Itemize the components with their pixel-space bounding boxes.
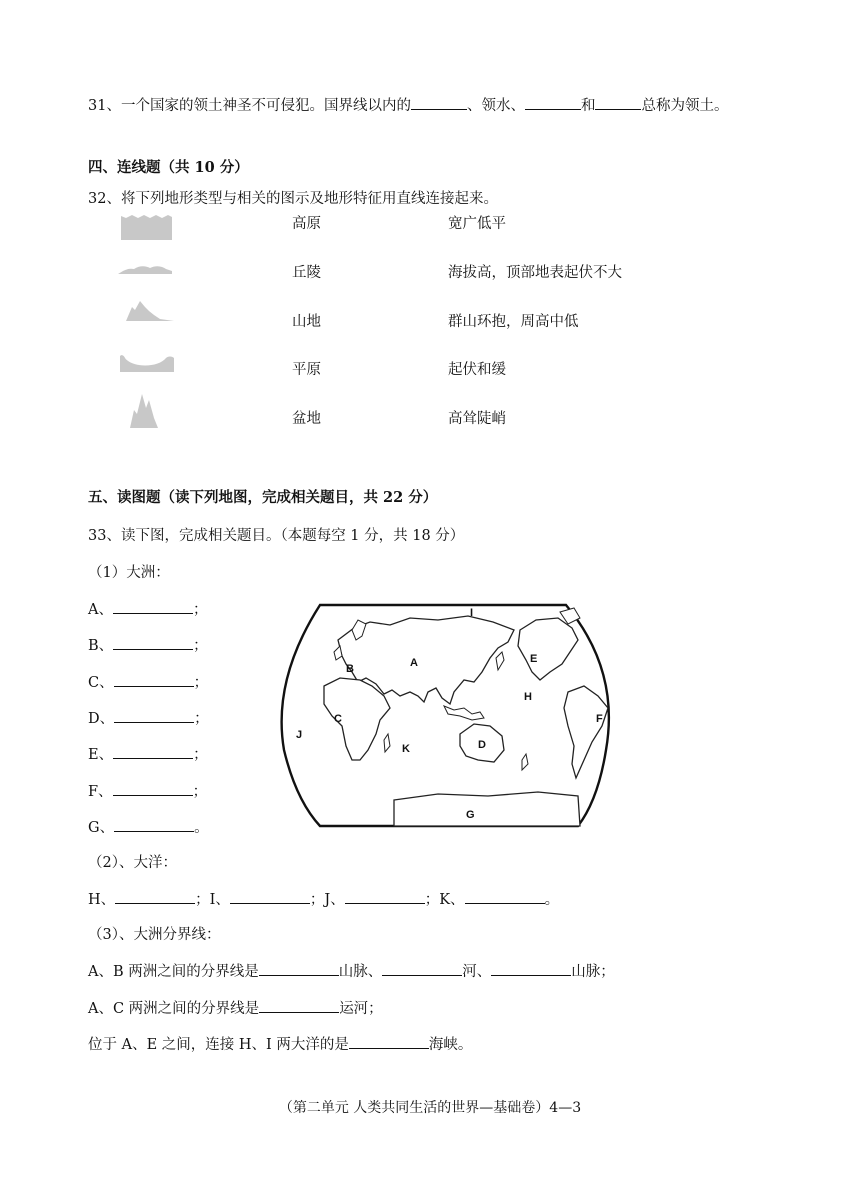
boundary-text: 海峡。 [428, 1037, 473, 1053]
map-label-b: B [346, 663, 354, 675]
answer-end: 。 [194, 820, 209, 836]
answer-blank[interactable] [345, 889, 425, 904]
q33-part1-title: （1）大洲： [88, 565, 170, 581]
terrain-type-basin: 盆地 [292, 411, 321, 427]
answer-blank[interactable] [114, 817, 194, 832]
q31-text-2: 、领水、 [466, 98, 525, 114]
ocean-label-j: ；J、 [309, 892, 345, 908]
boundary-text: 山脉； [571, 964, 615, 980]
answer-blank[interactable] [259, 998, 339, 1013]
answer-blank[interactable] [115, 889, 195, 904]
answer-label: B、 [88, 638, 114, 654]
continent-answer-d [88, 708, 209, 729]
answer-blank[interactable] [349, 1034, 429, 1049]
boundary-text: A、B 两洲之间的分界线是 [88, 964, 259, 980]
terrain-type-mountain: 山地 [292, 314, 321, 330]
answer-label: G、 [88, 820, 115, 836]
terrain-feature-1: 宽广低平 [448, 216, 506, 232]
continent-answer-a [88, 599, 207, 620]
boundary-text: 河、 [462, 964, 492, 980]
continent-answer-e [88, 744, 208, 765]
ocean-label-i: ；I、 [195, 892, 230, 908]
answer-label: F、 [88, 784, 113, 800]
map-label-h: H [524, 691, 532, 703]
map-label-c: C [334, 713, 342, 725]
answer-blank[interactable] [382, 961, 462, 976]
terrain-feature-2: 海拔高，顶部地表起伏不大 [448, 265, 622, 281]
steep-mountain-icon [118, 392, 178, 428]
answer-label: C、 [88, 675, 114, 691]
page-footer: （第二单元 人类共同生活的世界—基础卷）4—3 [278, 1100, 582, 1116]
answer-blank[interactable] [113, 635, 193, 650]
boundary-ae [88, 1034, 472, 1055]
mountain-icon [118, 293, 178, 329]
boundary-ab [88, 961, 615, 982]
boundary-text: 位于 A、E 之间，连接 H、I 两大洋的是 [88, 1037, 349, 1053]
answer-blank[interactable] [525, 95, 581, 110]
answer-blank[interactable] [491, 961, 571, 976]
section-4-title: 四、连线题（共 10 分） [88, 159, 249, 176]
map-label-e: E [530, 653, 538, 665]
continent-answer-b [88, 635, 208, 656]
boundary-ac [88, 998, 383, 1019]
answer-blank[interactable] [595, 95, 641, 110]
terrain-feature-5: 高耸陡峭 [448, 411, 506, 427]
map-label-j: J [296, 729, 303, 741]
world-map [268, 600, 618, 830]
q33-part2-title: （2）、大洋： [88, 855, 177, 871]
q33-part3-title: （3）、大洲分界线： [88, 927, 221, 943]
ocean-label-k: ；K、 [424, 892, 465, 908]
question-32-prompt: 32、将下列地形类型与相关的图示及地形特征用直线连接起来。 [88, 191, 498, 207]
terrain-feature-3: 群山环抱，周高中低 [448, 314, 579, 330]
answer-blank[interactable] [114, 672, 194, 687]
ocean-end: 。 [544, 892, 560, 908]
continent-answer-c [88, 672, 208, 693]
ocean-answers [88, 889, 559, 910]
q31-text-3: 和 [580, 98, 596, 114]
answer-end: ； [192, 784, 208, 800]
map-label-i: I [470, 607, 474, 619]
boundary-text: 山脉、 [338, 964, 383, 980]
answer-blank[interactable] [230, 889, 310, 904]
section-5-title: 五、读图题（读下列地图，完成相关题目，共 22 分） [88, 489, 438, 506]
answer-end: ； [193, 638, 208, 654]
q31-text-1: 31、一个国家的领土神圣不可侵犯。国界线以内的 [88, 98, 411, 114]
map-label-g: G [466, 809, 475, 821]
answer-label: A、 [88, 602, 113, 618]
terrain-type-plain: 平原 [292, 362, 321, 378]
boundary-text: 运河； [339, 1001, 383, 1017]
answer-end: ； [194, 711, 209, 727]
answer-label: D、 [88, 711, 115, 727]
map-label-k: K [402, 743, 410, 755]
plateau-icon [118, 210, 178, 246]
answer-end: ； [193, 747, 208, 763]
answer-blank[interactable] [411, 95, 467, 110]
hills-icon [118, 252, 178, 288]
terrain-feature-4: 起伏和缓 [448, 362, 506, 378]
answer-end: ； [193, 675, 209, 691]
continent-answer-f [88, 781, 207, 802]
answer-label: E、 [88, 747, 114, 763]
boundary-text: A、C 两洲之间的分界线是 [88, 1001, 260, 1017]
q31-text-4: 总称为领土。 [641, 98, 729, 114]
answer-blank[interactable] [465, 889, 545, 904]
answer-blank[interactable] [113, 781, 193, 796]
answer-blank[interactable] [113, 599, 193, 614]
terrain-type-plateau: 高原 [292, 216, 321, 232]
basin-icon [118, 348, 178, 384]
terrain-type-hills: 丘陵 [292, 265, 321, 281]
question-31 [88, 95, 728, 116]
map-label-d: D [478, 739, 486, 751]
answer-blank[interactable] [113, 744, 193, 759]
map-label-f: F [596, 713, 603, 725]
ocean-label-h: H、 [88, 892, 116, 908]
answer-blank[interactable] [114, 708, 194, 723]
answer-blank[interactable] [259, 961, 339, 976]
map-label-a: A [410, 657, 418, 669]
question-33-prompt: 33、读下图，完成相关题目。（本题每空 1 分，共 18 分） [88, 528, 465, 544]
continent-answer-g [88, 817, 209, 838]
answer-end: ； [192, 602, 208, 618]
